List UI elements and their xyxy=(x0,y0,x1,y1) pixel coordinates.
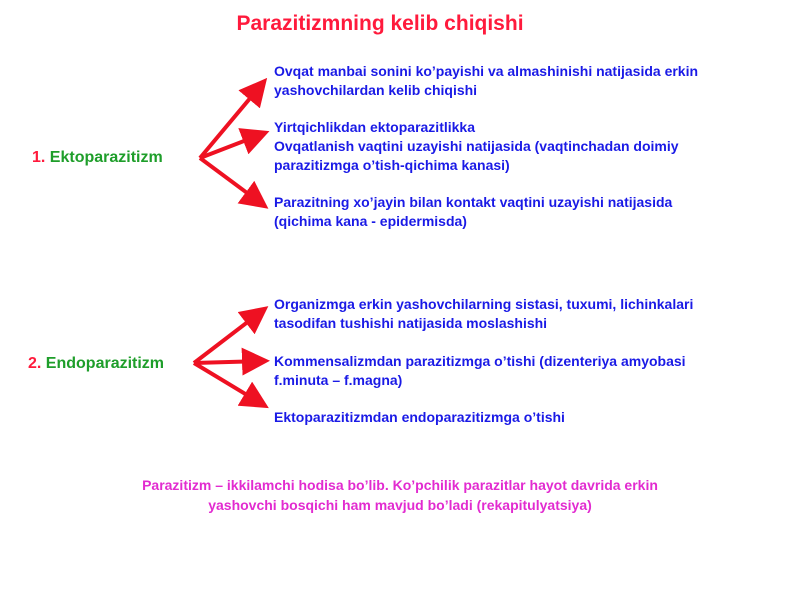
list-item-ekto-3 xyxy=(274,193,774,231)
group-2-arrows xyxy=(194,311,262,404)
arrow-2-1 xyxy=(194,311,262,363)
list-item-ekto-2 xyxy=(274,118,774,175)
group-name: Ektoparazitizm xyxy=(49,149,163,166)
item-line: Yirtqichlikdan ektoparazitlikka xyxy=(274,119,475,135)
item-line: yashovchilardan kelib chiqishi xyxy=(274,82,478,98)
list-item-ekto-1 xyxy=(274,62,774,100)
item-line: Parazitning xo’jayin bilan kontakt vaqtini uzayishi natijasida xyxy=(274,194,673,210)
item-line: tasodifan tushishi natijasida moslashishi xyxy=(274,315,548,331)
summary-line: Parazitizm – ikkilamchi hodisa bo’lib. Ko’pchilik parazitlar hayot davrida erkin xyxy=(142,477,658,493)
arrow-2-2 xyxy=(194,361,262,363)
summary-note xyxy=(60,475,740,515)
list-item-endo-3 xyxy=(274,408,774,427)
group-name: Endoparazitizm xyxy=(45,355,165,372)
item-line: Ektoparazitizmdan endoparazitizmga o’tishi xyxy=(274,409,565,425)
item-line: f.minuta – f.magna) xyxy=(274,372,403,388)
group-number: 1. xyxy=(32,149,46,166)
item-line: (qichima kana - epidermisda) xyxy=(274,213,467,229)
arrow-1-3 xyxy=(200,158,262,204)
item-line: Kommensalizmdan parazitizmga o’tishi (dizenteriya amyobasi xyxy=(274,353,686,369)
list-item-endo-2 xyxy=(274,352,774,390)
group-label-ektoparazitizm xyxy=(32,149,163,167)
item-line: Ovqatlanish vaqtini uzayishi natijasida (vaqtinchadan doimiy xyxy=(274,138,679,154)
page-title: Parazitizmning kelib chiqishi xyxy=(236,12,524,35)
group-number: 2. xyxy=(28,355,42,372)
summary-line: yashovchi bosqichi ham mavjud bo’ladi (rekapitulyatsiya) xyxy=(208,497,592,513)
item-line: Ovqat manbai sonini ko’payishi va almashinishi natijasida erkin xyxy=(274,63,699,79)
list-item-endo-1 xyxy=(274,295,774,333)
group-1-arrows xyxy=(200,84,262,204)
arrow-2-3 xyxy=(194,363,262,404)
item-line: Organizmga erkin yashovchilarning sistasi, tuxumi, lichinkalari xyxy=(274,296,694,312)
group-label-endoparazitizm xyxy=(28,355,164,373)
item-line: parazitizmga o’tish-qichima kanasi) xyxy=(274,157,510,173)
